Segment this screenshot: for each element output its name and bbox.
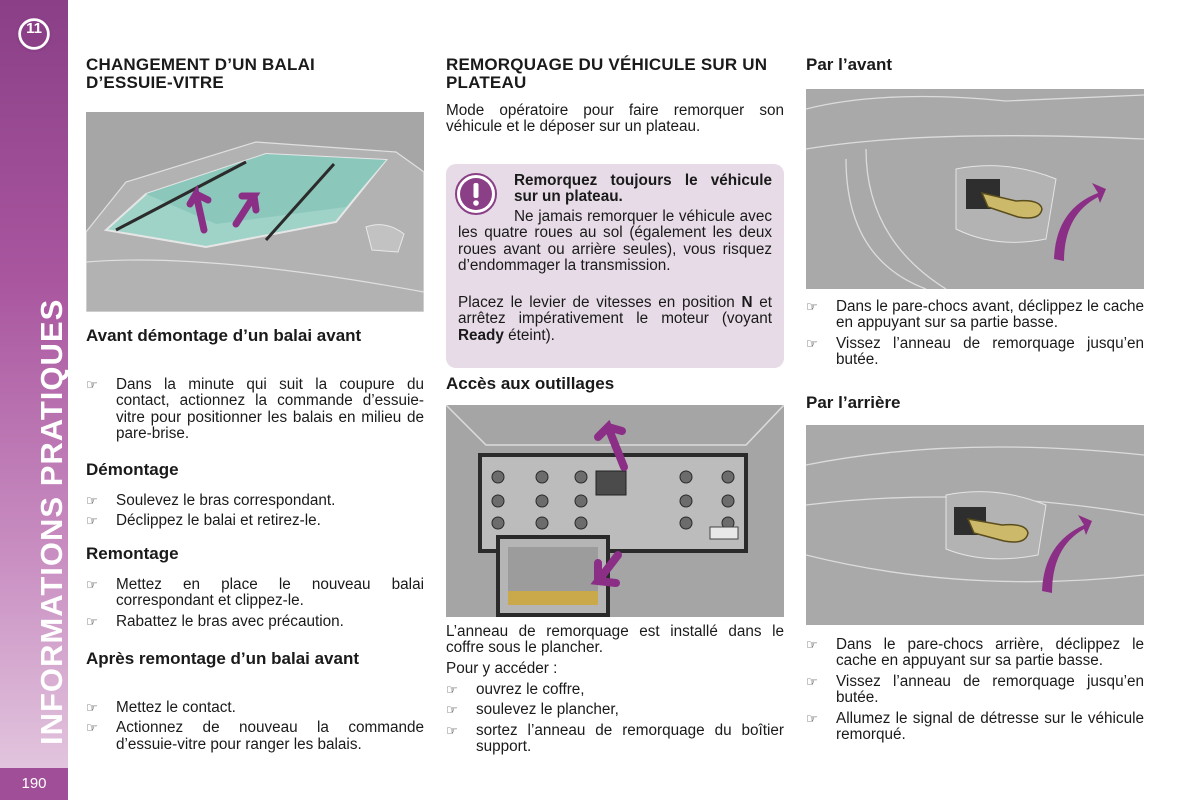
hand-pointer-icon: ☞ xyxy=(86,377,98,392)
tools-access-title: Accès aux outillages xyxy=(446,374,615,393)
hand-pointer-icon: ☞ xyxy=(806,637,818,652)
warning-box xyxy=(446,164,784,368)
wiper-change-title: CHANGEMENT D’UN BALAI D’ESSUIE-VITRE xyxy=(86,55,315,92)
hand-pointer-icon: ☞ xyxy=(806,710,818,726)
towing-title: REMORQUAGE DU VÉHICULE SUR UN PLATEAU xyxy=(446,55,768,92)
towing-intro: Mode opératoire pour faire remorquer son véhicule et le déposer sur un plateau. xyxy=(446,102,784,136)
hand-pointer-icon: ☞ xyxy=(806,335,818,351)
list-item: ☞ Vissez l’anneau de remorquage jusqu’en butée. xyxy=(806,672,1144,707)
rear-towing-list xyxy=(806,637,1144,747)
list-item: ☞ Dans la minute qui suit la coupure du contact, actionnez la commande d’essuie-vitre pour positionner les balais en milieu de pare-brise. xyxy=(86,376,424,443)
list-item: ☞ Soulevez le bras correspondant. xyxy=(86,492,336,509)
list-item: ☞ soulevez le plancher, xyxy=(446,701,619,719)
removal-list xyxy=(86,493,424,534)
list-item: ☞ Déclippez le balai et retirez-le. xyxy=(86,512,321,530)
list-item: ☞ Dans le pare-chocs avant, déclippez le cache en appuyant sur sa partie basse. xyxy=(806,298,1144,332)
chapter-title xyxy=(34,299,70,745)
before-removal-list xyxy=(86,377,424,447)
front-towing-title: Par l’avant xyxy=(806,55,892,74)
list-item: ☞ Rabattez le bras avec précaution. xyxy=(86,612,344,630)
hand-pointer-icon: ☞ xyxy=(86,613,98,629)
access-intro-text: Pour y accéder : xyxy=(446,660,558,677)
list-item: ☞ ouvrez le coffre, xyxy=(446,681,585,698)
refitting-title: Remontage xyxy=(86,544,179,563)
list-item: ☞ Mettez le contact. xyxy=(86,699,236,716)
list-item: ☞ Dans le pare-chocs arrière, déclippez le cache en appuyant sur sa partie basse. xyxy=(806,636,1144,670)
refitting-list xyxy=(86,577,424,634)
hand-pointer-icon: ☞ xyxy=(806,299,818,314)
hand-pointer-icon: ☞ xyxy=(446,722,458,738)
hand-pointer-icon: ☞ xyxy=(86,700,98,715)
hand-pointer-icon: ☞ xyxy=(806,673,818,689)
chapter-title-part1: INFORMATIONS xyxy=(34,495,69,745)
front-towing-list xyxy=(806,299,1144,373)
list-item: ☞ Actionnez de nouveau la commande d’essuie-vitre pour ranger les balais. xyxy=(86,719,424,753)
hand-pointer-icon: ☞ xyxy=(86,720,98,736)
warning-text-gear: Placez le levier de vitesses en position N et arrêtez impérativement le moteur (voyant Ready éteint). xyxy=(458,294,772,344)
removal-title: Démontage xyxy=(86,460,179,479)
before-removal-title: Avant démontage d’un balai avant xyxy=(86,326,362,345)
hand-pointer-icon: ☞ xyxy=(446,702,458,718)
hand-pointer-icon: ☞ xyxy=(86,513,98,529)
after-refitting-list xyxy=(86,700,424,757)
hand-pointer-icon: ☞ xyxy=(86,493,98,508)
boot-floor-illustration xyxy=(446,405,784,617)
chapter-title-part2: PRATIQUES xyxy=(34,298,69,487)
list-item: ☞ Mettez en place le nouveau balai correspondant et clippez-le. xyxy=(86,576,424,610)
access-steps-list xyxy=(446,682,784,760)
page-number: 190 xyxy=(0,768,68,800)
list-item: ☞ Vissez l’anneau de remorquage jusqu’en butée. xyxy=(806,334,1144,369)
rear-bumper-illustration xyxy=(806,425,1144,625)
windshield-illustration xyxy=(86,112,424,312)
hand-pointer-icon: ☞ xyxy=(446,682,458,697)
after-refitting-title: Après remontage d’un balai avant xyxy=(86,649,360,668)
hand-pointer-icon: ☞ xyxy=(86,577,98,592)
rear-towing-title: Par l’arrière xyxy=(806,393,901,412)
warning-bold-text: Remorquez toujours le véhicule sur un plateau. xyxy=(514,172,772,206)
front-bumper-illustration xyxy=(806,89,1144,289)
list-item: ☞ sortez l’anneau de remorquage du boîtier support. xyxy=(446,721,784,756)
ring-location-text: L’anneau de remorquage est installé dans le coffre sous le plancher. xyxy=(446,623,784,657)
list-item: ☞ Allumez le signal de détresse sur le véhicule remorqué. xyxy=(806,709,1144,744)
chapter-number: 11 xyxy=(26,20,42,37)
warning-text: Ne jamais remorquer le véhicule avec les quatre roues au sol (également les deux roues avant ou arrière seules), vous risquez d’endommager la transmission. xyxy=(458,208,772,275)
